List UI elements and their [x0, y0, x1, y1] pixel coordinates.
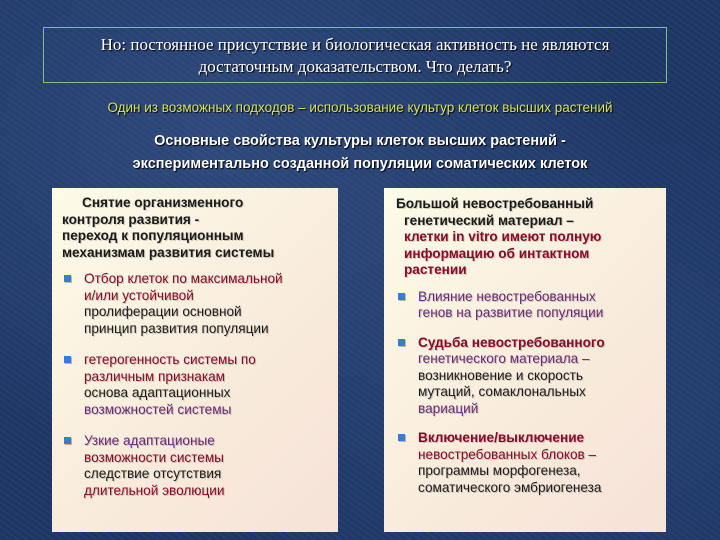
- heading-line-2: экспериментально созданной популяции соматических клеток: [132, 156, 588, 172]
- right-list: [396, 289, 658, 497]
- bullet-icon: [64, 356, 71, 363]
- subtitle: Один из возможных подходов – использование культур клеток высших растений: [107, 100, 613, 115]
- right-panel-heading: Большой невостребованный генетический материал – клетки in vitro имеют полную информацию об интактном растении: [396, 196, 602, 277]
- list-item: Включение/выключение невостребованных блоков – программы морфогенеза, соматического эмбриогенеза: [396, 430, 658, 496]
- title-box: [43, 27, 667, 83]
- section-heading: [40, 130, 680, 176]
- left-list: [62, 271, 330, 499]
- list-item: Судьба невостребованного генетического материала – возникновение и скорость мутаций, сомаклональных вариаций: [396, 335, 658, 418]
- bullet-icon: [398, 293, 405, 300]
- title-line-1: Но: постоянное присутствие и биологическая активность не являются: [100, 35, 610, 54]
- heading-line-1: Основные свойства культуры клеток высших растений -: [154, 133, 566, 149]
- bullet-icon: [64, 437, 71, 444]
- list-item: гетерогенность системы по различным признакам основа адаптационных возможностей системы: [62, 352, 330, 418]
- title-line-2: достаточным доказательством. Что делать?: [198, 57, 512, 76]
- left-panel: [52, 188, 338, 532]
- left-panel-heading: Снятие организменного контроля развития - переход к популяционным механизмам развития системы: [62, 195, 275, 260]
- list-item: Отбор клеток по максимальной и/или устойчивой пролиферации основной принцип развития популяции: [62, 271, 330, 337]
- bullet-icon: [398, 434, 405, 441]
- bullet-icon: [398, 339, 405, 346]
- list-item: Узкие адаптационые возможности системы следствие отсутствия длительной эволюции: [62, 433, 330, 499]
- right-panel: [384, 188, 666, 532]
- list-item: Влияние невостребованных генов на развитие популяции: [396, 289, 658, 322]
- bullet-icon: [64, 275, 71, 282]
